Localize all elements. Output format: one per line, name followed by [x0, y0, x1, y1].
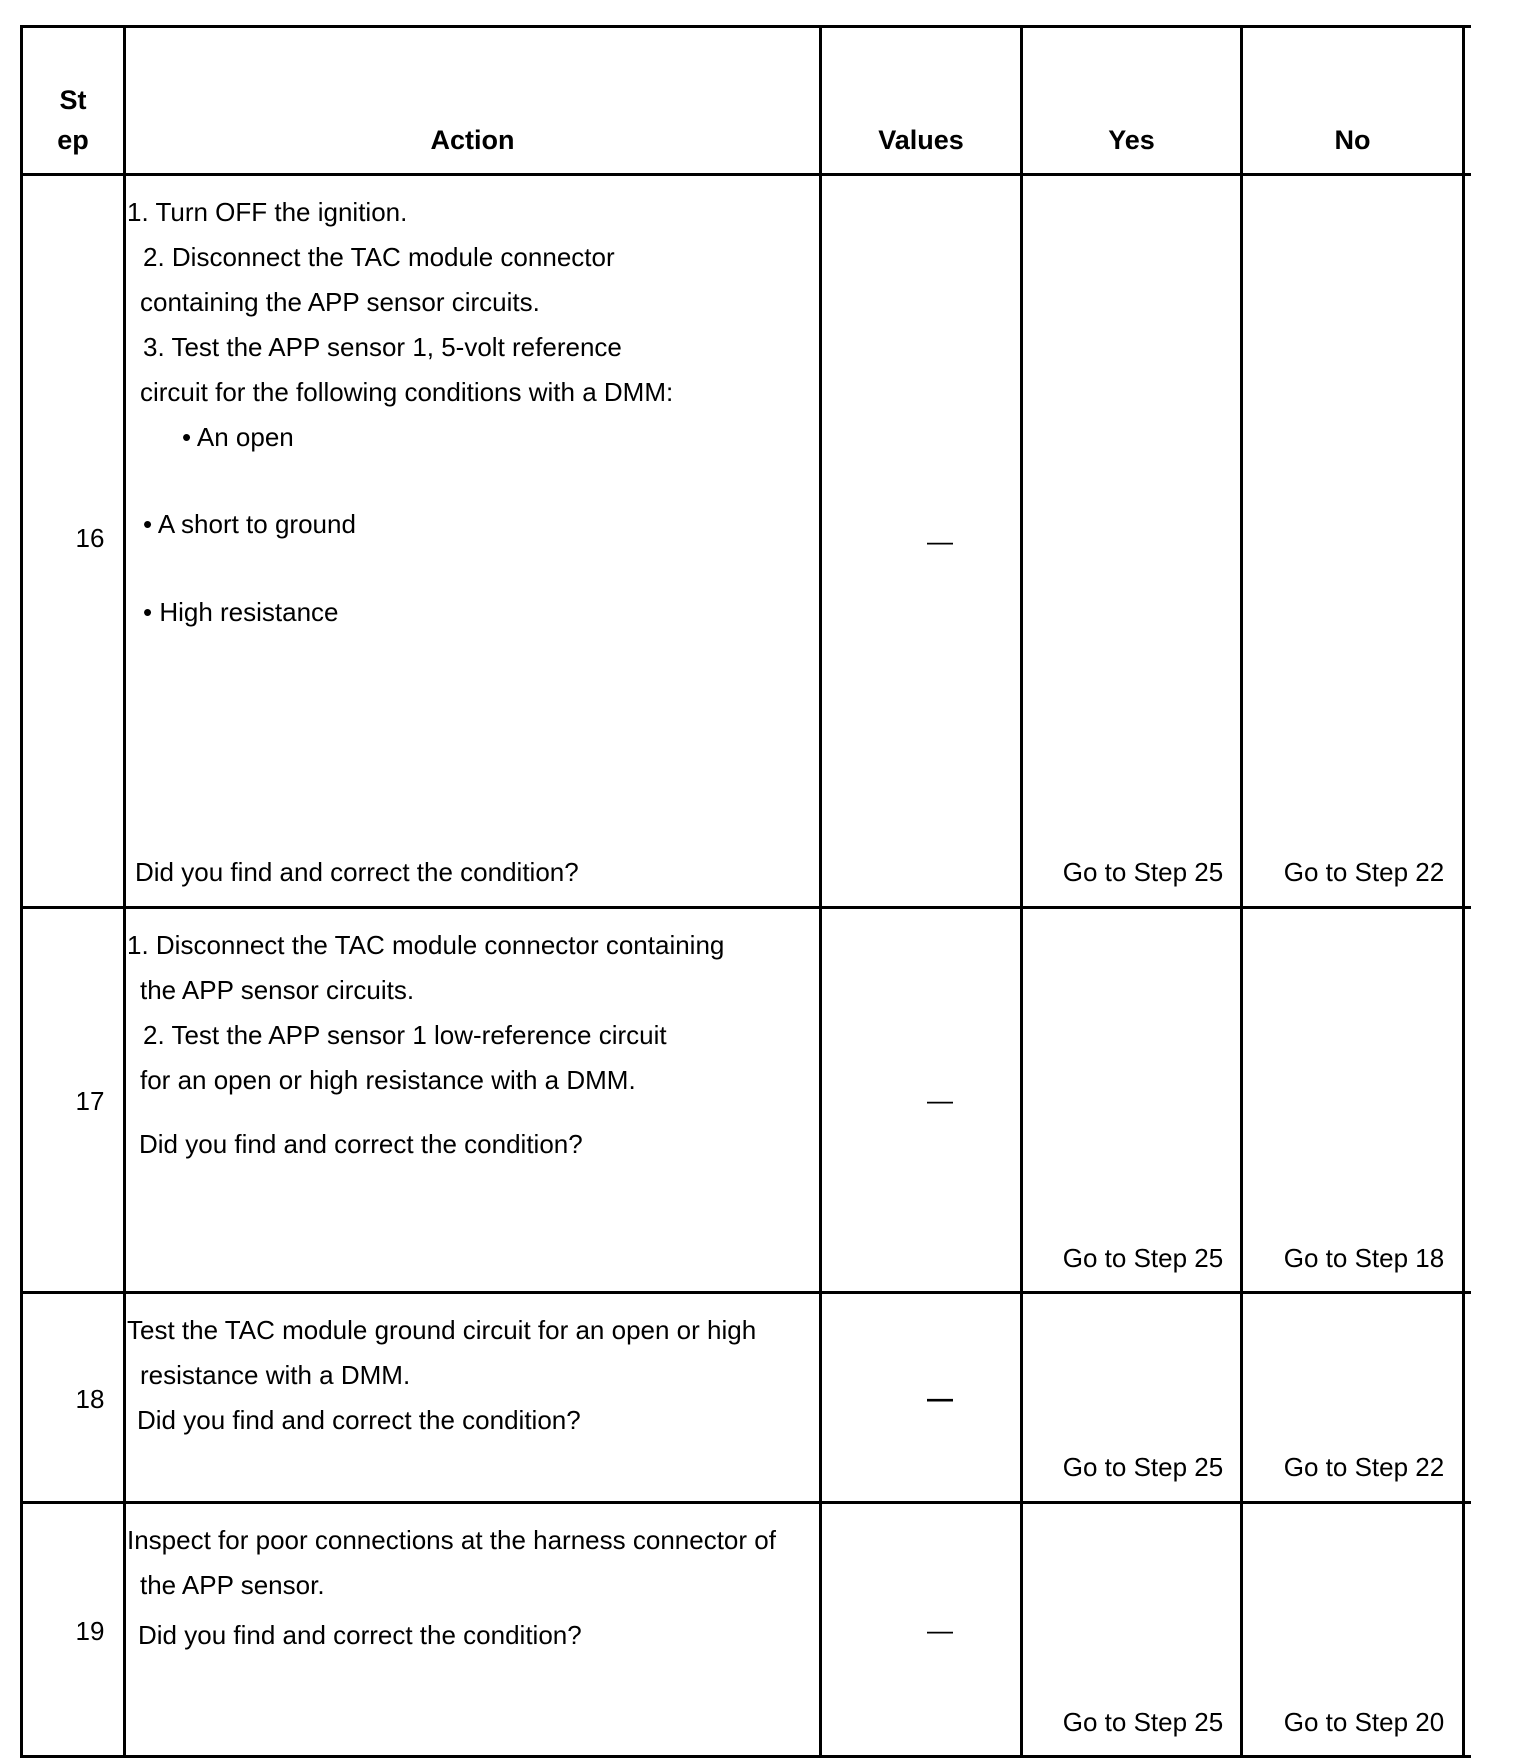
step-number: 16 — [75, 523, 105, 553]
column-divider — [123, 25, 126, 1758]
no-target: Go to Step 18 — [1283, 1243, 1445, 1273]
step-number: 17 — [75, 1086, 105, 1116]
no-target: Go to Step 20 — [1283, 1707, 1445, 1737]
yes-target: Go to Step 25 — [1062, 1452, 1224, 1482]
action-line: 1. Turn OFF the ignition. — [127, 197, 408, 227]
no-target: Go to Step 22 — [1283, 857, 1445, 887]
action-line: 1. Disconnect the TAC module connector containing — [127, 930, 725, 960]
yes-target: Go to Step 25 — [1062, 1243, 1224, 1273]
action-line: the APP sensor. — [140, 1570, 325, 1600]
action-question: Did you find and correct the condition? — [138, 1620, 582, 1650]
action-bullet: • High resistance — [143, 597, 339, 627]
step-number: 19 — [75, 1616, 105, 1646]
header-divider — [20, 173, 1471, 176]
action-line: circuit for the following conditions with a DMM: — [140, 377, 674, 407]
action-line: containing the APP sensor circuits. — [140, 287, 540, 317]
action-bullet: • An open — [182, 422, 294, 452]
header-action: Action — [430, 125, 515, 155]
action-line: Test the TAC module ground circuit for an open or high — [127, 1315, 757, 1345]
table-border-right — [1462, 25, 1465, 1758]
row-divider — [20, 1291, 1471, 1294]
table-border-top — [20, 25, 1471, 28]
yes-target: Go to Step 25 — [1062, 1707, 1224, 1737]
header-yes: Yes — [1108, 125, 1155, 155]
action-line: for an open or high resistance with a DMM. — [140, 1065, 636, 1095]
table-border-left — [20, 25, 23, 1758]
header-no: No — [1334, 125, 1371, 155]
step-number: 18 — [75, 1384, 105, 1414]
action-line: resistance with a DMM. — [140, 1360, 411, 1390]
column-divider — [819, 25, 822, 1758]
table-border-bottom — [20, 1755, 1471, 1758]
header-values: Values — [878, 125, 964, 155]
row-divider — [20, 906, 1471, 909]
action-line: 3. Test the APP sensor 1, 5-volt reference — [143, 332, 622, 362]
value-dash: — — [927, 1615, 953, 1645]
value-dash: — — [927, 1085, 953, 1115]
action-bullet: • A short to ground — [143, 509, 356, 539]
value-dash: — — [927, 1383, 953, 1413]
column-divider — [1240, 25, 1243, 1758]
action-line: 2. Test the APP sensor 1 low-reference circuit — [143, 1020, 667, 1050]
column-divider — [1020, 25, 1023, 1758]
yes-target: Go to Step 25 — [1062, 857, 1224, 887]
action-line: Inspect for poor connections at the harness connector of — [127, 1525, 776, 1555]
no-target: Go to Step 22 — [1283, 1452, 1445, 1482]
action-question: Did you find and correct the condition? — [137, 1405, 581, 1435]
header-step-line1: St — [59, 85, 87, 115]
action-question: Did you find and correct the condition? — [135, 857, 579, 887]
action-question: Did you find and correct the condition? — [139, 1129, 583, 1159]
action-line: 2. Disconnect the TAC module connector — [143, 242, 615, 272]
action-line: the APP sensor circuits. — [140, 975, 415, 1005]
row-divider — [20, 1501, 1471, 1504]
header-step-line2: ep — [57, 125, 89, 155]
value-dash: — — [927, 526, 953, 556]
